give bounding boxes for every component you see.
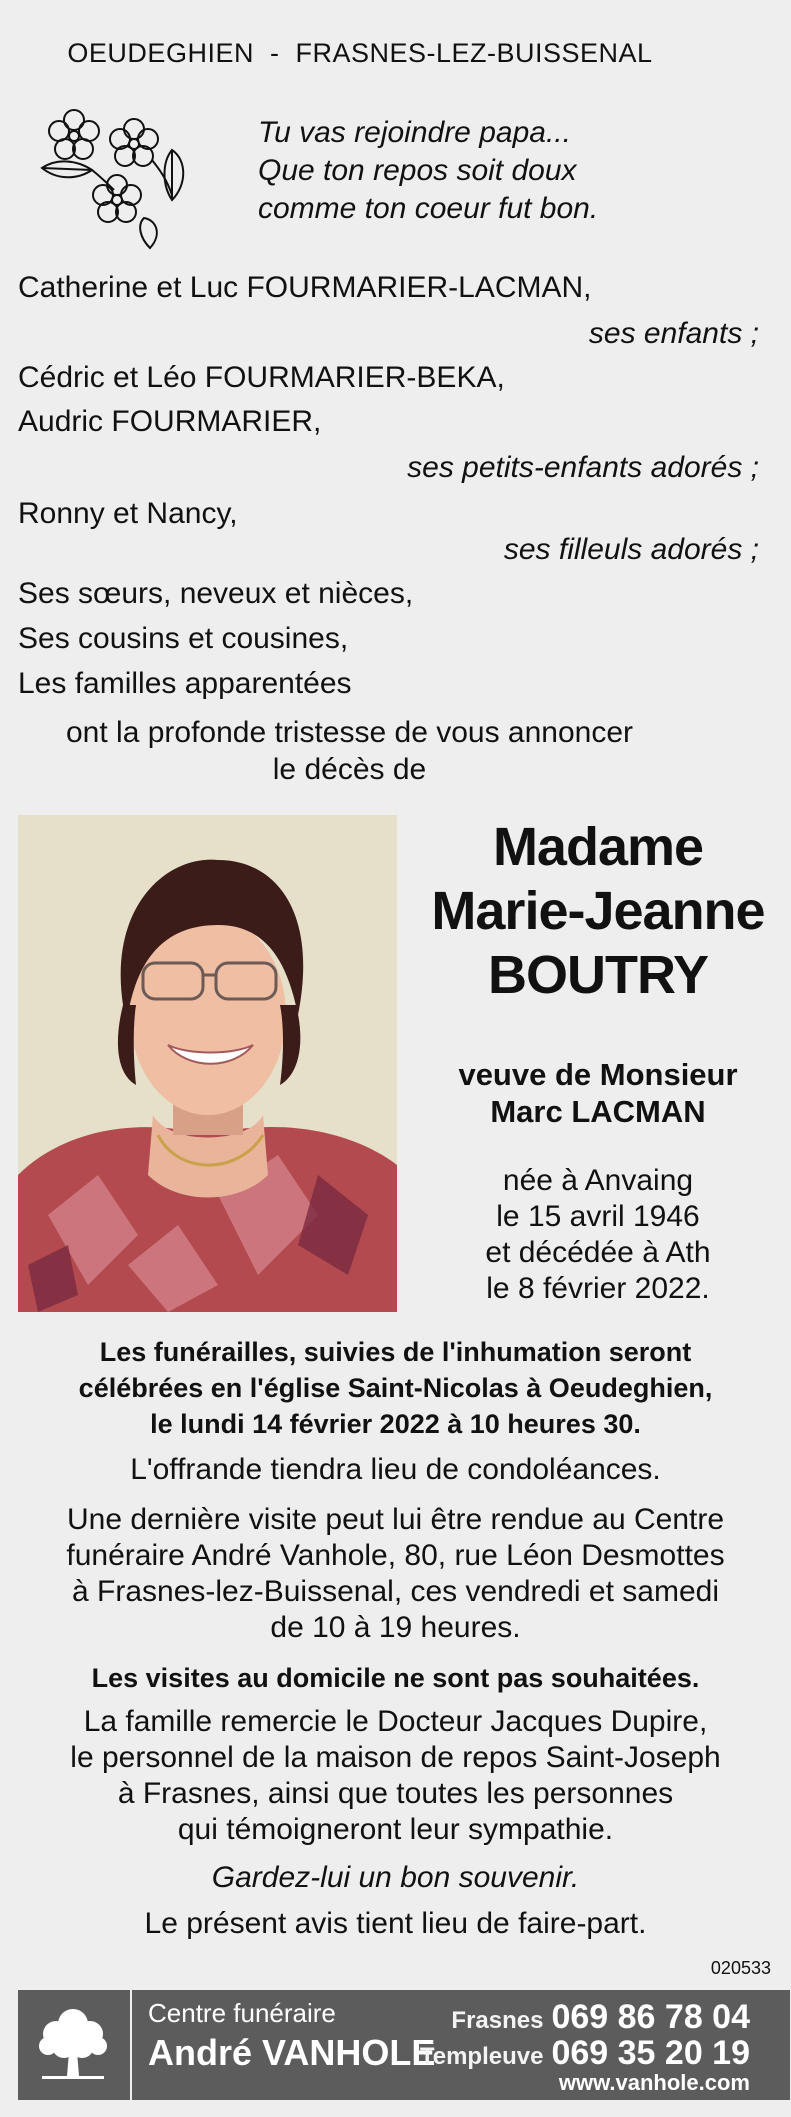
funeral-line-3: le lundi 14 février 2022 à 10 heures 30. [150,1409,641,1439]
visit-line-1: Une dernière visite peut lui être rendue au Centre [66,1503,725,1536]
funeral-line-2: célébrées en l'église Saint-Nicolas à Oeudeghien, [78,1373,713,1403]
phone-number[interactable]: 069 35 20 19 [551,2034,750,2072]
grandchildren-names-2: Audric FOURMARIER, [18,405,322,438]
deceased-name-block [405,815,791,1007]
phone-city: Frasnes [451,2007,544,2034]
birth-death-block [405,1163,791,1307]
deceased-first-name: Marie-Jeanne [431,881,765,941]
epitaph-line: Tu vas rejoindre papa... [258,116,571,149]
other-relatives-1: Ses sœurs, neveux et nièces, [18,577,414,610]
phone-number[interactable]: 069 86 78 04 [551,1998,750,2036]
website-link[interactable]: www.vanhole.com [558,2070,750,2095]
tree-logo-icon [32,2004,114,2086]
children-names: Catherine et Luc FOURMARIER-LACMAN, [18,271,592,304]
deceased-last-name: BOUTRY [488,945,708,1005]
reference-number: 020533 [710,1958,771,1978]
grandchildren-role: ses petits-enfants adorés ; [407,451,759,484]
thanks-line-3: à Frasnes, ainsi que toutes les personnes [117,1777,674,1810]
announcement-line-1: ont la profonde tristesse de vous annoncer [65,716,634,749]
born-line-2: le 15 avril 1946 [496,1200,700,1233]
funeral-home-banner [18,1990,790,2100]
epitaph-line: comme ton coeur fut bon. [258,192,599,225]
header-separator: - [269,38,280,68]
funeral-line-1: Les funérailles, suivies de l'inhumation seront [99,1337,692,1367]
header-places [0,38,720,69]
children-role: ses enfants ; [588,317,759,350]
born-line-1: née à Anvaing [502,1164,694,1197]
godchildren-names: Ronny et Nancy, [18,497,238,530]
widow-block [405,1056,791,1130]
announcement-line-2: le décès de [272,753,427,786]
epitaph-line: Que ton repos soit doux [258,154,577,187]
no-home-visits: Les visites au domicile ne sont pas souhaitées. [91,1663,700,1693]
deceased-title: Madame [492,817,704,877]
widow-line-1: veuve de Monsieur [458,1057,738,1092]
banner-divider [130,1990,132,2100]
forget-me-not-flowers-icon [22,100,212,250]
other-relatives-2: Ses cousins et cousines, [18,622,349,655]
portrait-photo [18,815,397,1312]
funeral-home-name: André VANHOLE [148,2032,436,2073]
thanks-line-4: qui témoigneront leur sympathie. [177,1813,614,1846]
epitaph [258,114,598,228]
thanks-block [0,1704,791,1848]
visit-line-3: à Frasnes-lez-Buissenal, ces vendredi et samedi [72,1575,719,1608]
visit-details [0,1502,791,1646]
offering-line: L'offrande tiendra lieu de condoléances. [130,1453,661,1486]
funeral-details [0,1334,791,1442]
funeral-home-label: Centre funéraire [148,1998,336,2028]
header-right-place: FRASNES-LEZ-BUISSENAL [295,38,653,68]
thanks-line-2: le personnel de la maison de repos Saint-Joseph [70,1741,721,1774]
visit-line-4: de 10 à 19 heures. [270,1611,521,1644]
other-relatives-3: Les familles apparentées [18,667,352,700]
phone-city: Templeuve [419,2043,544,2070]
remember-line: Gardez-lui un bon souvenir. [211,1861,580,1894]
died-line-1: et décédée à Ath [485,1236,711,1269]
godchildren-role: ses filleuls adorés ; [503,533,759,566]
died-line-2: le 8 février 2022. [486,1272,710,1305]
visit-line-2: funéraire André Vanhole, 80, rue Léon Desmottes [66,1539,725,1572]
widow-line-2: Marc LACMAN [490,1094,706,1129]
header-left-place: OEUDEGHIEN [67,38,254,68]
notice-line: Le présent avis tient lieu de faire-part. [144,1907,647,1940]
phone-templeuve [420,2034,750,2073]
grandchildren-names-1: Cédric et Léo FOURMARIER-BEKA, [18,361,505,394]
thanks-line-1: La famille remercie le Docteur Jacques Dupire, [83,1705,708,1738]
phone-frasnes [451,1998,750,2037]
